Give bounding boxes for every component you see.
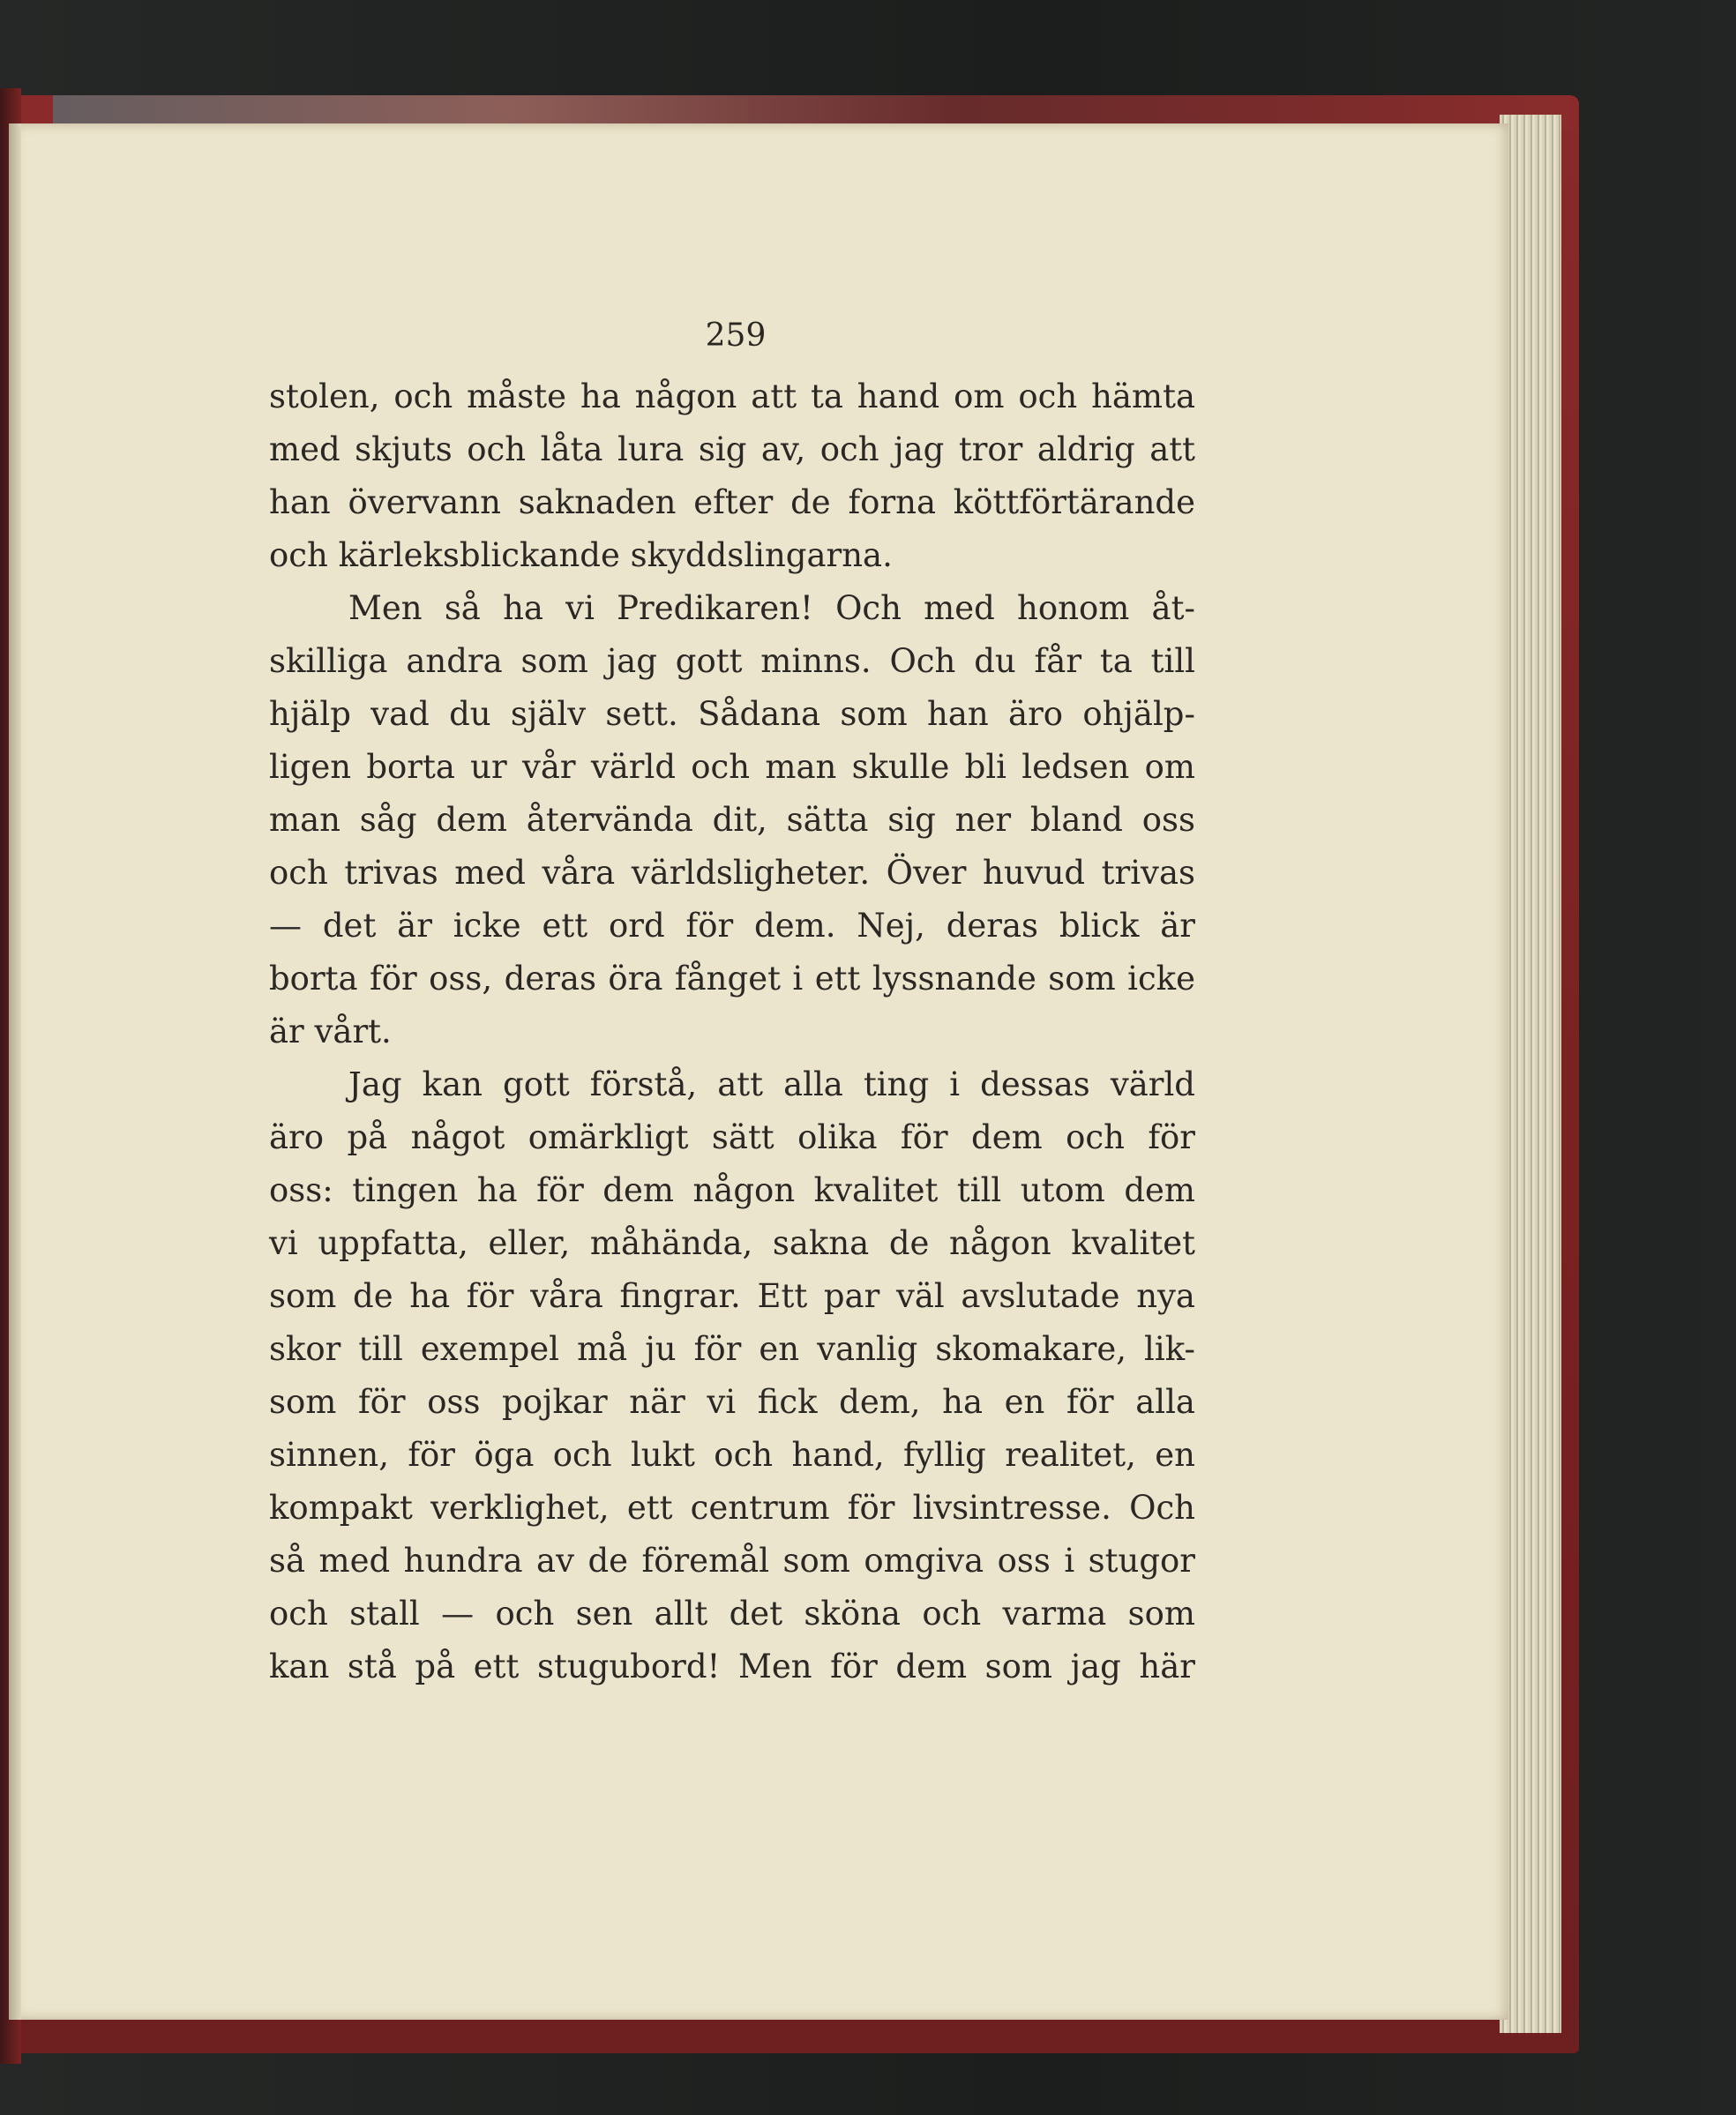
text-line: som de ha för våra fingrar. Ett par väl avslutade nya [269,1277,1195,1315]
text-line: hjälp vad du själv sett. Sådana som han äro ohjälp- [269,695,1195,733]
text-line: som för oss pojkar när vi fick dem, ha en för alla [269,1383,1195,1421]
text-line: och stall — och sen allt det sköna och varma som [269,1595,1195,1633]
text-line: vi uppfatta, eller, måhända, sakna de någon kvalitet [269,1224,1195,1262]
text-line: skor till exempel må ju för en vanlig skomakare, lik- [269,1330,1195,1368]
text-line: kompakt verklighet, ett centrum för livsintresse. Och [269,1489,1195,1527]
text-line: stolen, och måste ha någon att ta hand om och hämta [269,377,1195,415]
text-line: Jag kan gott förstå, att alla ting i dessas värld [348,1065,1195,1103]
text-line: så med hundra av de föremål som omgiva oss i stugor [269,1542,1195,1580]
text-line: ligen borta ur vår värld och man skulle bli ledsen om [269,748,1195,786]
text-line: borta för oss, deras öra fånget i ett lyssnande som icke [269,960,1195,998]
text-line: han övervann saknaden efter de forna köttförtärande [269,483,1195,521]
text-line: Men så ha vi Predikaren! Och med honom åt- [348,589,1195,627]
text-line: är vårt. [269,1013,392,1050]
text-line: skilliga andra som jag gott minns. Och du får ta till [269,642,1195,680]
text-line: man såg dem återvända dit, sätta sig ner bland oss [269,801,1195,839]
text-line: och kärleksblickande skyddslingarna. [269,536,893,574]
text-line: med skjuts och låta lura sig av, och jag tror aldrig att [269,430,1195,468]
page-edges [1500,115,1561,2033]
text-line: — det är icke ett ord för dem. Nej, deras blick är [269,907,1195,945]
page-number: 259 [705,318,767,354]
text-line: och trivas med våra världsligheter. Över huvud trivas [269,854,1195,892]
text-line: sinnen, för öga och lukt och hand, fyllig realitet, en [269,1436,1195,1474]
text-line: oss: tingen ha för dem någon kvalitet till utom dem [269,1171,1195,1209]
page-gutter [9,123,21,2020]
text-line: äro på något omärkligt sätt olika för dem och för [269,1118,1195,1156]
text-line: kan stå på ett stugubord! Men för dem som jag här [269,1648,1195,1685]
